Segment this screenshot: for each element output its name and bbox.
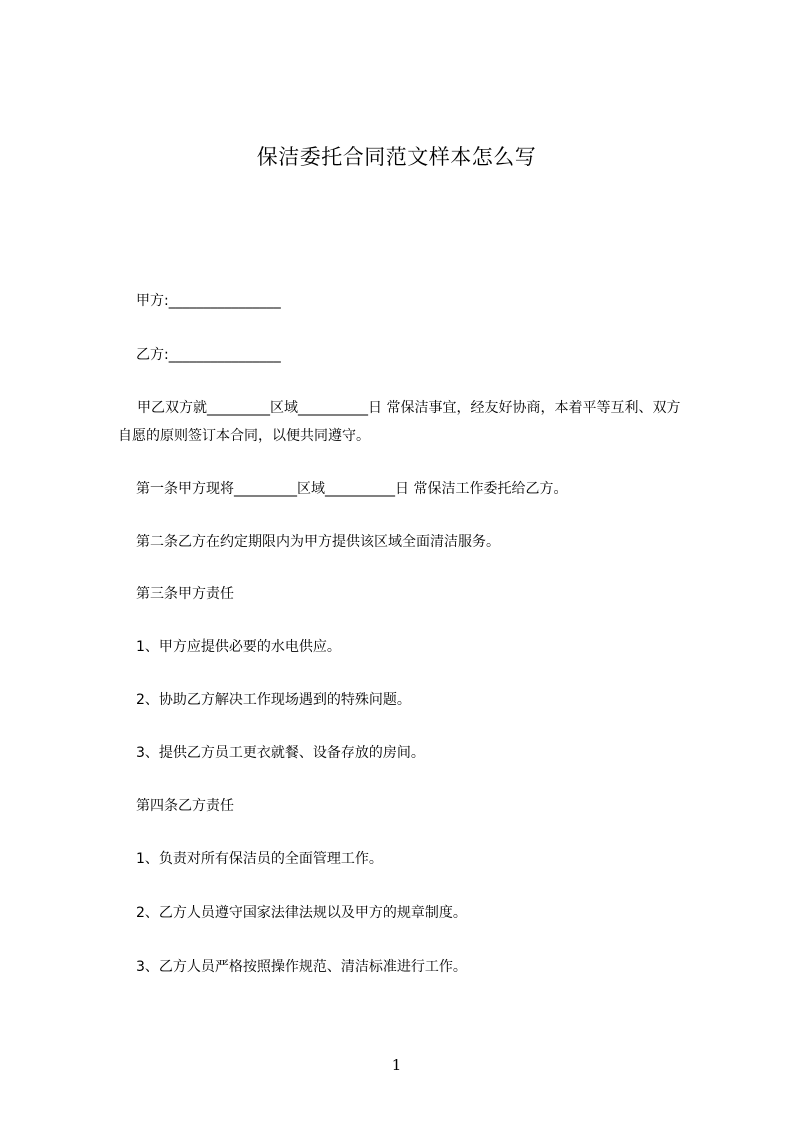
article-2: 第二条乙方在约定期限内为甲方提供该区域全面清洁服务。 (136, 534, 500, 550)
article-4-item: 3、乙方人员严格按照操作规范、清洁标准进行工作。 (136, 959, 467, 975)
intro-paragraph: 甲乙双方就_________区域__________日 常保洁事宜，经友好协商，本着平等互利、双方自愿的原则签订本合同，以便共同遵守。 (118, 400, 681, 444)
party-a-line: 甲方:________________ (136, 293, 281, 309)
party-b-line: 乙方:________________ (136, 347, 281, 363)
article-4-heading: 第四条乙方责任 (136, 798, 234, 814)
article-3-item: 2、协助乙方解决工作现场遇到的特殊问题。 (136, 692, 411, 708)
article-3-heading: 第三条甲方责任 (136, 586, 234, 602)
article-3-item: 3、提供乙方员工更衣就餐、设备存放的房间。 (136, 745, 425, 761)
page-number: 1 (391, 1056, 402, 1074)
article-3-item: 1、甲方应提供必要的水电供应。 (136, 639, 341, 655)
article-4-item: 1、负责对所有保洁员的全面管理工作。 (136, 851, 383, 867)
document-title: 保洁委托合同范文样本怎么写 (256, 145, 537, 169)
article-4-item: 2、乙方人员遵守国家法律法规以及甲方的规章制度。 (136, 905, 467, 921)
article-1: 第一条甲方现将_________区域__________日 常保洁工作委托给乙方。 (136, 481, 568, 497)
